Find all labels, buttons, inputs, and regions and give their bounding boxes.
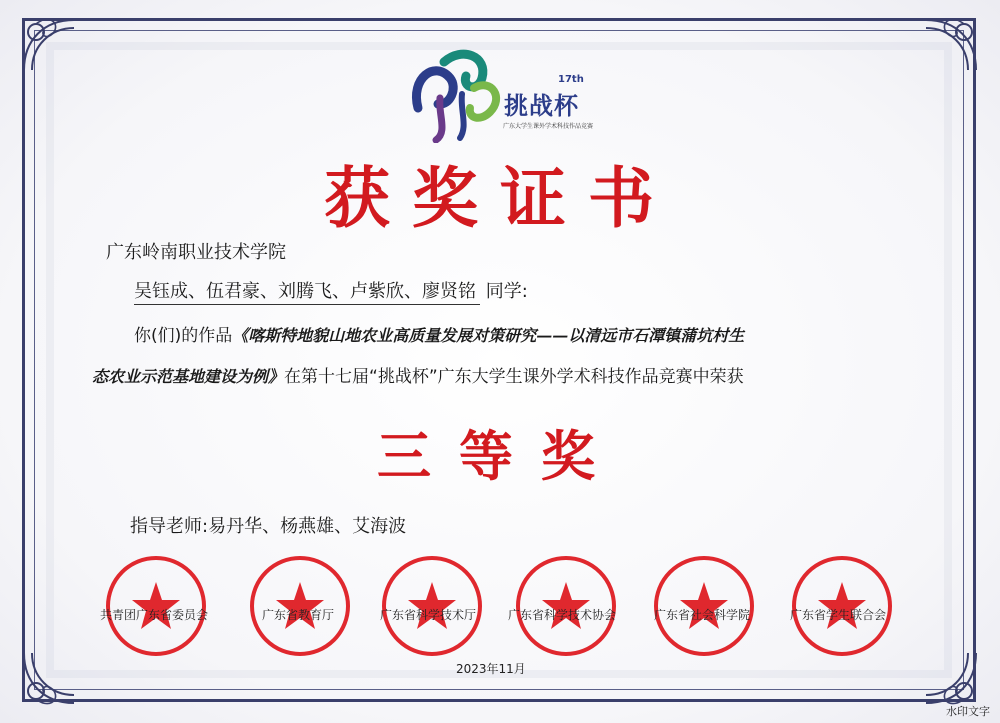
students-line: [134, 277, 528, 305]
corner-ornament-icon: [14, 10, 84, 80]
organizer-name: 广东省社会科学院: [654, 608, 751, 622]
logo-subtitle: 广东大学生课外学术科技作品竞赛: [503, 123, 594, 130]
issue-date: 2023年11月: [456, 662, 526, 676]
watermark-text: 水印文字: [946, 705, 990, 718]
work-title-part1: 《喀斯特地貌山地农业高质量发展对策研究——以清远市石潭镇蒲坑村生: [232, 326, 745, 345]
school-name: 广东岭南职业技术学院: [106, 242, 286, 263]
advisors: 指导老师:易丹华、杨燕雄、艾海波: [130, 516, 407, 537]
organizer-name: 广东省教育厅: [262, 608, 335, 622]
body-line-1: [134, 318, 934, 354]
corner-ornament-icon: [14, 643, 84, 713]
competition-text: 在第十七届“挑战杯”广东大学生课外学术科技作品竞赛中荣获: [284, 367, 744, 387]
organizer-name: 广东省科学技术厅: [380, 608, 477, 622]
organizer-name: 广东省科学技术协会: [508, 608, 617, 622]
work-title-part2: 态农业示范基地建设为例》: [92, 367, 285, 386]
students-suffix: 同学:: [485, 281, 528, 302]
organizer-name: 共青团广东省委员会: [100, 608, 209, 622]
logo-name: 挑战杯: [504, 91, 579, 120]
certificate-title: 获奖证书: [324, 159, 676, 237]
award-level: 三等奖: [377, 424, 623, 488]
intro-text: 你(们)的作品: [134, 326, 233, 346]
student-names: 吴钰成、伍君豪、刘腾飞、卢紫欣、廖贤铭: [134, 277, 480, 305]
body-line-2: [92, 359, 952, 395]
corner-ornament-icon: [916, 10, 986, 80]
organizer-name: 广东省学生联合会: [790, 608, 887, 622]
logo-edition: 17th: [558, 74, 584, 85]
